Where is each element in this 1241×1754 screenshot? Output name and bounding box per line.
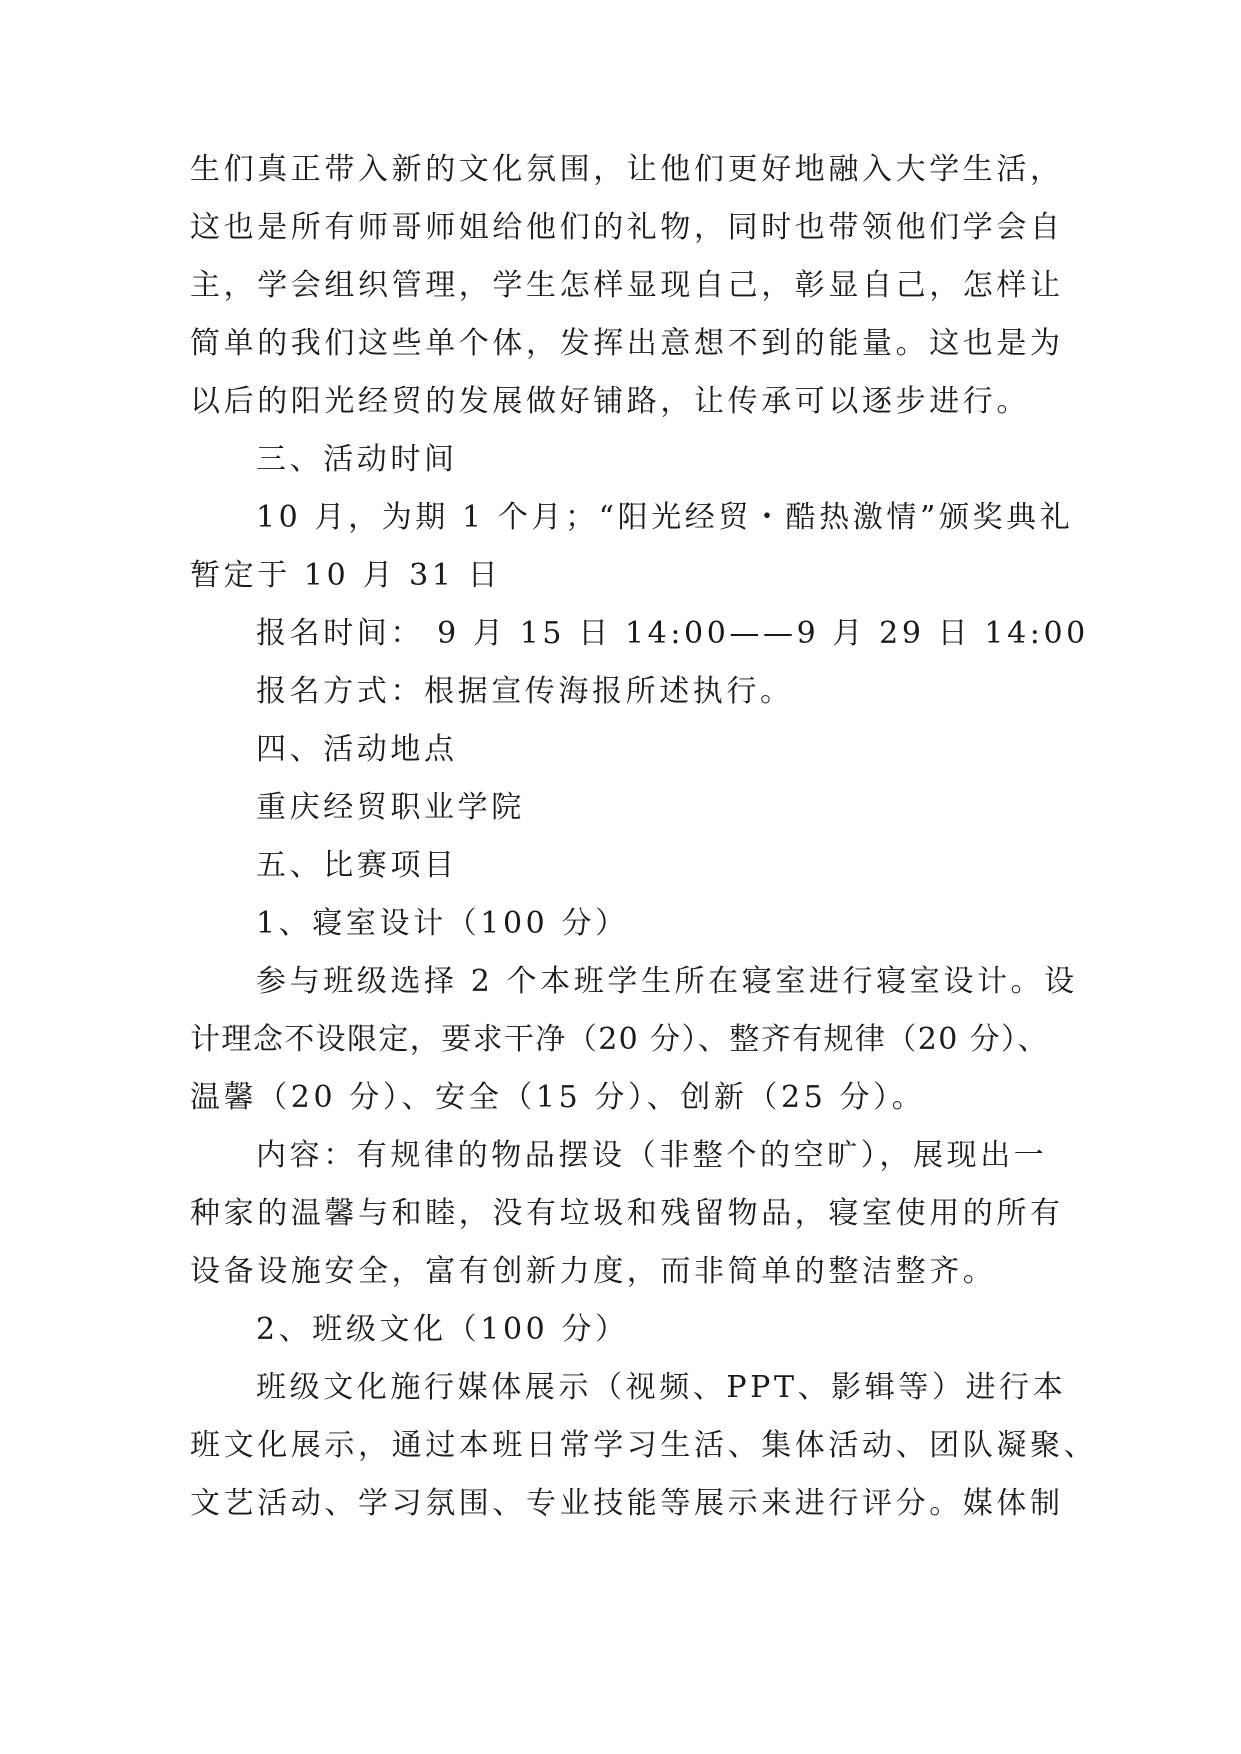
body-text-line: 报名时间： 9 月 15 日 14:00——9 月 29 日 14:00 bbox=[256, 616, 1089, 651]
body-text-line: 主，学会组织管理，学生怎样显现自己，彰显自己，怎样让 bbox=[190, 268, 1064, 303]
body-text-line: 重庆经贸职业学院 bbox=[256, 790, 525, 825]
body-text-line: 这也是所有师哥师姐给他们的礼物，同时也带领他们学会自 bbox=[190, 210, 1064, 245]
section-heading: 四、活动地点 bbox=[256, 732, 458, 767]
body-text-line: 内容：有规律的物品摆设（非整个的空旷），展现出一 bbox=[256, 1138, 1048, 1173]
body-text-line: 计理念不设限定，要求干净（20 分）、整齐有规律（20 分）、 bbox=[190, 1022, 1049, 1057]
body-text-line: 简单的我们这些单个体，发挥出意想不到的能量。这也是为 bbox=[190, 326, 1064, 361]
body-text-line: 种家的温馨与和睦，没有垃圾和残留物品，寝室使用的所有 bbox=[190, 1196, 1064, 1231]
body-text-line: 以后的阳光经贸的发展做好铺路，让传承可以逐步进行。 bbox=[190, 384, 1030, 419]
body-text-line: 暂定于 10 月 31 日 bbox=[190, 558, 502, 593]
body-text-line: 温馨（20 分）、安全（15 分）、创新（25 分）。 bbox=[190, 1080, 926, 1115]
body-text-line: 生们真正带入新的文化氛围，让他们更好地融入大学生活， bbox=[190, 152, 1064, 187]
body-text-line: 10 月，为期 1 个月；“阳光经贸・酷热激情”颁奖典礼 bbox=[256, 500, 1074, 535]
section-heading: 五、比赛项目 bbox=[256, 848, 458, 883]
body-text-line: 班文化展示，通过本班日常学习生活、集体活动、团队凝聚、 bbox=[190, 1428, 1098, 1463]
body-text-line: 班级文化施行媒体展示（视频、PPT、影辑等）进行本 bbox=[256, 1370, 1067, 1405]
body-text-line: 参与班级选择 2 个本班学生所在寝室进行寝室设计。设 bbox=[256, 964, 1078, 999]
section-heading: 三、活动时间 bbox=[256, 442, 458, 477]
body-text-line: 报名方式：根据宣传海报所述执行。 bbox=[256, 674, 794, 709]
body-text-line: 文艺活动、学习氛围、专业技能等展示来进行评分。媒体制 bbox=[190, 1486, 1064, 1521]
body-text-line: 设备设施安全，富有创新力度，而非简单的整洁整齐。 bbox=[190, 1254, 997, 1289]
subsection-heading: 2、班级文化（100 分） bbox=[256, 1312, 629, 1347]
subsection-heading: 1、寝室设计（100 分） bbox=[256, 906, 629, 941]
